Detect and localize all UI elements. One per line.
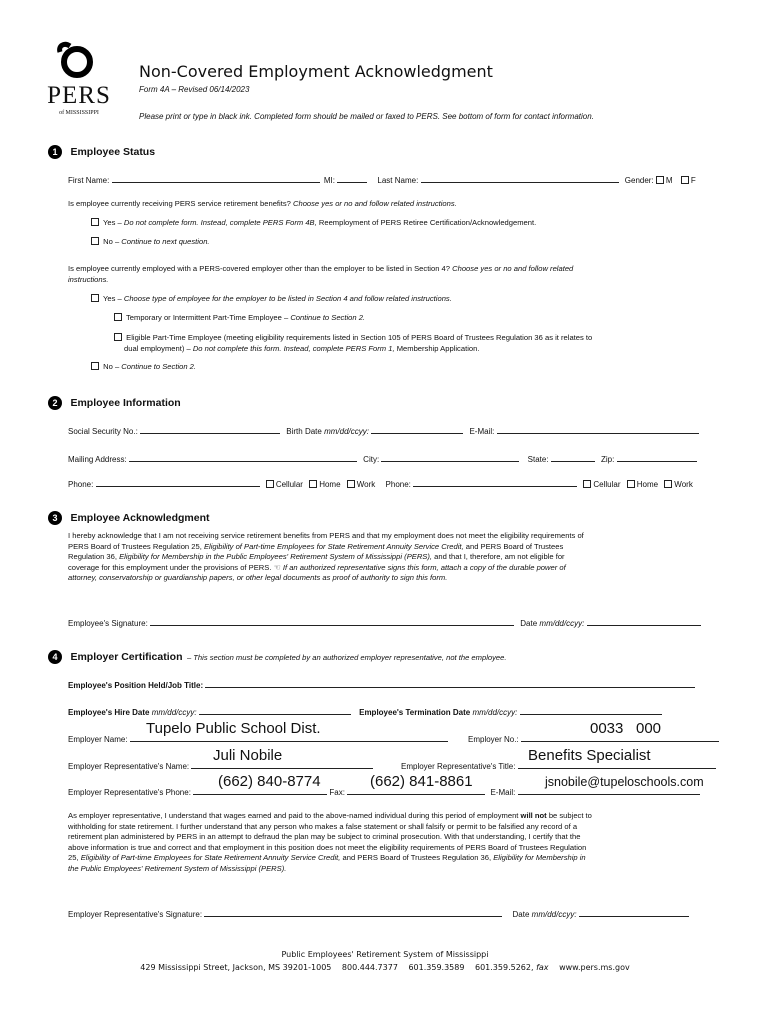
cert-line-2-text: withholding for state retirement. I further understand that any person who makes a false statement or shall falsify or permit to be falsified any record of a bbox=[68, 821, 578, 831]
mailing-row bbox=[68, 452, 697, 465]
ack-line-3 bbox=[68, 552, 748, 563]
phone-1-cellular-label: Cellular bbox=[275, 480, 303, 489]
employee-email-field[interactable] bbox=[497, 424, 699, 434]
zip-field[interactable] bbox=[617, 452, 697, 462]
phone-1-label: Phone: bbox=[68, 480, 94, 489]
phone-2-work-label: Work bbox=[674, 480, 693, 489]
phone-1-home-checkbox[interactable] bbox=[309, 480, 317, 488]
rep-email-value[interactable]: jsnobile@tupeloschools.com bbox=[545, 775, 704, 789]
q2-no-checkbox[interactable] bbox=[91, 362, 99, 370]
q1-yes-checkbox[interactable] bbox=[91, 218, 99, 226]
hire-date-field[interactable] bbox=[199, 705, 351, 715]
birth-date-label: Birth Date bbox=[286, 427, 322, 436]
employee-signature-label: Employee's Signature: bbox=[68, 619, 148, 628]
logo-subtext: of MISSISSIPPI bbox=[59, 110, 99, 116]
fax-label: Fax: bbox=[329, 788, 345, 797]
cert-line-5-c: and PERS Board of Trustees Regulation 36, bbox=[342, 853, 492, 863]
q1-yes-instruction: Do not complete form. Instead, complete PERS Form 4B, bbox=[123, 218, 317, 227]
mailing-address-field[interactable] bbox=[129, 452, 357, 462]
footer-org: Public Employees' Retirement System of Mississippi bbox=[281, 950, 489, 959]
phone-2-work-checkbox[interactable] bbox=[664, 480, 672, 488]
rep-name-value[interactable]: Juli Nobile bbox=[213, 747, 283, 764]
question-2-line-1 bbox=[68, 264, 728, 275]
logo-text: PERS bbox=[47, 82, 111, 109]
cert-line-1-b: will not bbox=[520, 811, 547, 820]
footer-contact bbox=[0, 963, 770, 972]
position-row: Employee's Position Held/Job Title: bbox=[68, 678, 695, 691]
phone-1-work-checkbox[interactable] bbox=[347, 480, 355, 488]
q2-no-instruction: Continue to Section 2. bbox=[121, 362, 197, 371]
section-3-header bbox=[48, 508, 210, 526]
employee-date-format: mm/dd/ccyy: bbox=[539, 619, 585, 628]
state-field[interactable] bbox=[551, 452, 595, 462]
employer-date-format: mm/dd/ccyy: bbox=[531, 910, 577, 919]
form-instructions bbox=[139, 111, 594, 122]
q2-yes-instruction: Choose type of employee for the employer to be listed in Section 4 and follow related instructions. bbox=[123, 294, 452, 303]
hire-date-format: mm/dd/ccyy: bbox=[151, 708, 197, 717]
mi-label: MI: bbox=[323, 176, 335, 185]
q2-yes-checkbox[interactable] bbox=[91, 294, 99, 302]
fax-value[interactable]: (662) 841-8861 bbox=[370, 773, 473, 790]
phone-2-home-label: Home bbox=[636, 480, 659, 489]
gender-m-checkbox[interactable] bbox=[656, 176, 664, 184]
form-revision-text: Form 4A – Revised 06/14/2023 bbox=[139, 85, 250, 94]
q2-eligible-label: Eligible Part-Time Employee (meeting eligibility requirements listed in Section 105 of PERS Board of Trustees Regulation 36 as it relates to bbox=[126, 333, 593, 342]
footer-phone-2: 601.359.3589 bbox=[408, 963, 465, 972]
dates-row bbox=[68, 705, 662, 718]
phone-2-field[interactable] bbox=[413, 477, 577, 487]
employee-name-row bbox=[68, 173, 696, 186]
ack-line-3-a: Regulation 36, bbox=[68, 552, 117, 562]
q2-temporary-label: Temporary or Intermittent Part-Time Employee – bbox=[125, 313, 289, 322]
mi-field[interactable] bbox=[337, 173, 367, 183]
ack-line-2-a: PERS Board of Trustees Regulation 25, bbox=[68, 541, 202, 551]
q2-eligible-line-1 bbox=[114, 333, 734, 344]
form-title: Non-Covered Employment Acknowledgment bbox=[139, 62, 493, 81]
position-field[interactable] bbox=[205, 678, 695, 688]
footer-phone-1: 800.444.7377 bbox=[341, 963, 398, 972]
section-2-header bbox=[48, 393, 181, 411]
phone-row bbox=[68, 477, 693, 490]
employee-email-label: E-Mail: bbox=[469, 427, 495, 436]
cert-line-5 bbox=[68, 853, 748, 864]
phone-2-cellular-checkbox[interactable] bbox=[583, 480, 591, 488]
ack-line-2-c: and PERS Board of Trustees bbox=[465, 541, 564, 551]
employer-no-part-1[interactable]: 0033 bbox=[590, 720, 624, 737]
q2-temporary-option[interactable] bbox=[114, 313, 365, 324]
employer-signature-field[interactable] bbox=[204, 907, 502, 917]
footer-fax: 601.359.5262, bbox=[474, 963, 534, 972]
gender-f-label: F bbox=[690, 176, 696, 185]
section-4-heading: Employer Certification bbox=[70, 651, 183, 663]
ack-line-1 bbox=[68, 531, 748, 542]
q2-eligible-label-cont: dual employment) – bbox=[124, 343, 191, 353]
question-1-no[interactable] bbox=[91, 237, 210, 248]
phone-2-home-checkbox[interactable] bbox=[627, 480, 635, 488]
section-number-3: 3 bbox=[48, 511, 62, 525]
q2-eligible-instruction: Do not complete this form. Instead, complete PERS Form 1, bbox=[192, 343, 395, 353]
q2-temporary-checkbox[interactable] bbox=[114, 313, 122, 321]
rep-title-value[interactable]: Benefits Specialist bbox=[528, 747, 651, 764]
question-2-line-2 bbox=[68, 275, 728, 286]
cert-line-3-text: retirement plan administered by PERS in an attempt to defraud the plan may be subject to criminal prosecution. With that understanding, I certify that the bbox=[68, 832, 581, 842]
question-2-hint: Choose yes or no and follow related bbox=[452, 264, 574, 273]
employee-signature-field[interactable] bbox=[150, 616, 514, 626]
employer-signature-row bbox=[68, 907, 689, 920]
employer-name-value[interactable]: Tupelo Public School Dist. bbox=[146, 720, 321, 737]
cert-line-1-c: be subject to bbox=[548, 811, 592, 820]
ack-line-2 bbox=[68, 542, 748, 553]
question-2-hint-cont: instructions. bbox=[68, 274, 109, 284]
phone-2-cellular-label: Cellular bbox=[593, 480, 621, 489]
rep-email-label: E-Mail: bbox=[490, 788, 516, 797]
q1-no-label: No – bbox=[103, 237, 120, 246]
ack-line-2-b: Eligibility of Part-time Employees for State Retirement Annuity Service Credit, bbox=[203, 541, 464, 551]
phone-1-work-label: Work bbox=[356, 480, 376, 489]
city-label: City: bbox=[363, 455, 380, 464]
ack-line-1-text: I hereby acknowledge that I am not receiving service retirement benefits from PERS and that my employment does not meet the eligibility requirements of bbox=[68, 531, 584, 540]
acknowledgment-paragraph bbox=[68, 531, 748, 584]
birth-date-field[interactable] bbox=[371, 424, 463, 434]
pers-logo-mark-icon bbox=[44, 40, 114, 86]
phone-1-cellular-checkbox[interactable] bbox=[266, 480, 274, 488]
employer-date-field[interactable] bbox=[579, 907, 689, 917]
gender-f-checkbox[interactable] bbox=[681, 176, 689, 184]
question-1-hint: Choose yes or no and follow related instructions. bbox=[292, 199, 457, 208]
city-field[interactable] bbox=[381, 452, 519, 462]
q2-no-label: No – bbox=[103, 362, 120, 371]
rep-phone-value[interactable]: (662) 840-8774 bbox=[218, 773, 321, 790]
first-name-label: First Name: bbox=[68, 176, 110, 185]
form-instructions-text: Please print or type in black ink. Completed form should be mailed or faxed to PERS. See bottom of form for contact information. bbox=[139, 112, 594, 121]
zip-label: Zip: bbox=[601, 455, 615, 464]
ack-line-4 bbox=[68, 563, 748, 574]
last-name-field[interactable] bbox=[421, 173, 619, 183]
employee-date-label: Date bbox=[520, 619, 538, 628]
cert-line-5-a: 25, bbox=[68, 853, 79, 863]
phone-1-home-label: Home bbox=[319, 480, 341, 489]
q2-temporary-instruction: Continue to Section 2. bbox=[290, 313, 366, 322]
q2-eligible-form-name: Membership Application. bbox=[396, 343, 480, 353]
position-label: Employee's Position Held/Job Title bbox=[68, 681, 201, 690]
mailing-address-label: Mailing Address: bbox=[68, 455, 127, 464]
birth-date-format: mm/dd/ccyy: bbox=[324, 427, 369, 436]
q2-yes-label: Yes – bbox=[102, 294, 122, 303]
ack-line-4-a: coverage for this employment under the provisions of PERS. bbox=[68, 562, 272, 572]
employer-no-label: Employer No.: bbox=[468, 735, 519, 744]
employer-no-part-2[interactable]: 000 bbox=[636, 720, 662, 737]
q2-eligible-line-2 bbox=[114, 344, 734, 355]
question-2-yes[interactable] bbox=[91, 294, 452, 305]
hand-pointer-icon: ☜ bbox=[273, 562, 281, 572]
footer-website[interactable]: www.pers.ms.gov bbox=[559, 963, 630, 972]
q1-yes-form-name: Reemployment of PERS Retiree Certification/Acknowledgement. bbox=[318, 218, 537, 227]
section-number-4: 4 bbox=[48, 650, 62, 664]
state-label: State: bbox=[527, 455, 549, 464]
section-number-1: 1 bbox=[48, 145, 62, 159]
phone-1-field[interactable] bbox=[96, 477, 260, 487]
cert-line-2 bbox=[68, 822, 748, 833]
q2-eligible-option[interactable] bbox=[114, 333, 734, 354]
cert-line-1 bbox=[68, 811, 748, 822]
footer-address: 429 Mississippi Street, Jackson, MS 39201-1005 bbox=[140, 963, 332, 972]
gender-label: Gender: bbox=[624, 176, 654, 185]
cert-line-5-d: Eligibility for Membership in bbox=[493, 853, 586, 863]
section-4-header bbox=[48, 647, 506, 665]
section-1-header bbox=[48, 142, 155, 160]
rep-phone-label: Employer Representative's Phone: bbox=[68, 788, 191, 797]
termination-date-label: Employee's Termination Date bbox=[359, 708, 471, 717]
employer-name-label: Employer Name: bbox=[68, 735, 128, 744]
employer-date-label: Date bbox=[512, 910, 530, 919]
ack-line-3-c: and that I, therefore, am not eligible for bbox=[434, 552, 565, 562]
q1-no-checkbox[interactable] bbox=[91, 237, 99, 245]
ack-line-5 bbox=[68, 573, 748, 584]
section-1-heading: Employee Status bbox=[70, 146, 156, 158]
termination-date-format: mm/dd/ccyy: bbox=[472, 708, 518, 717]
section-2-heading: Employee Information bbox=[70, 397, 181, 409]
cert-line-1-a: As employer representative, I understand that wages earned and paid to the above-named individual during this period of employment bbox=[68, 811, 519, 820]
ssn-field[interactable] bbox=[140, 424, 280, 434]
employer-signature-label: Employer Representative's Signature: bbox=[68, 910, 203, 919]
cert-line-4-text: above information is true and correct and that employment in this position does not meet the eligibility requirements of PERS Board of Trustees Regulation bbox=[68, 842, 587, 852]
cert-line-6 bbox=[68, 864, 748, 875]
q1-yes-label: Yes – bbox=[102, 218, 122, 227]
question-1 bbox=[68, 199, 457, 210]
hire-date-label: Employee's Hire Date bbox=[68, 708, 150, 717]
first-name-field[interactable] bbox=[112, 173, 320, 183]
certification-paragraph bbox=[68, 811, 748, 875]
question-1-text: Is employee currently receiving PERS service retirement benefits? bbox=[68, 199, 291, 208]
section-3-heading: Employee Acknowledgment bbox=[70, 512, 210, 524]
phone-2-label: Phone: bbox=[385, 480, 411, 489]
employee-signature-row bbox=[68, 616, 701, 629]
gender-m-label: M bbox=[665, 176, 673, 185]
question-2-text: Is employee currently employed with a PERS-covered employer other than the employer to be listed in Section 4? bbox=[68, 264, 450, 273]
rep-title-label: Employer Representative's Title: bbox=[401, 762, 516, 771]
section-number-2: 2 bbox=[48, 396, 62, 410]
ack-line-3-b: Eligibility for Membership in the Public Employees' Retirement System of Mississippi (PERS), bbox=[119, 552, 433, 562]
ssn-row bbox=[68, 424, 699, 437]
rep-name-label: Employer Representative's Name: bbox=[68, 762, 190, 771]
employee-date-field[interactable] bbox=[587, 616, 701, 626]
cert-line-5-b: Eligibility of Part-time Employees for State Retirement Annuity Service Credit, bbox=[80, 853, 341, 863]
last-name-label: Last Name: bbox=[377, 176, 419, 185]
ack-line-5-text: attorney, conservatorship or guardianship papers, or other legal documents as proof of authority to sign this form. bbox=[68, 573, 448, 583]
ack-line-4-b: If an authorized representative signs this form, attach a copy of the durable power of bbox=[282, 562, 566, 572]
question-2 bbox=[68, 264, 728, 285]
q2-eligible-checkbox[interactable] bbox=[114, 333, 122, 341]
cert-line-3 bbox=[68, 832, 748, 843]
question-1-yes[interactable] bbox=[91, 218, 536, 229]
footer-fax-label: fax bbox=[536, 963, 549, 972]
pers-logo bbox=[44, 40, 114, 120]
cert-line-4 bbox=[68, 843, 748, 854]
section-4-note: – This section must be completed by an authorized employer representative, not the employee. bbox=[186, 653, 507, 662]
termination-date-field[interactable] bbox=[520, 705, 662, 715]
q1-no-instruction: Continue to next question. bbox=[121, 237, 210, 246]
cert-line-6-text: the Public Employees' Retirement System of Mississippi (PERS). bbox=[68, 863, 287, 873]
question-2-no[interactable] bbox=[91, 362, 196, 373]
form-revision bbox=[139, 84, 249, 95]
ssn-label: Social Security No.: bbox=[68, 427, 138, 436]
